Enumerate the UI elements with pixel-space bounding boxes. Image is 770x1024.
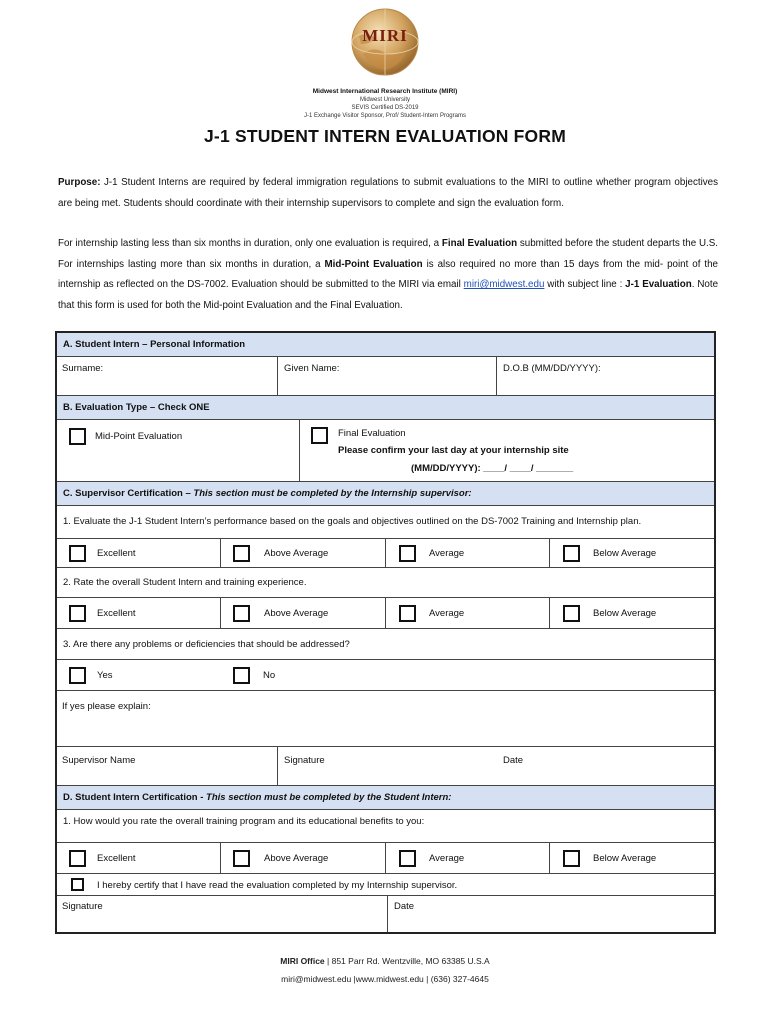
excellent-checkbox[interactable]	[69, 605, 86, 622]
purpose-paragraph	[58, 173, 718, 214]
student-signature-field[interactable]	[57, 896, 388, 932]
surname-label: Surname:	[62, 363, 104, 374]
above-average-label: Above Average	[264, 608, 329, 619]
student-question-1: 1. How would you rate the overall training program and its educational benefits to you:	[63, 816, 425, 827]
rating-below-average-option[interactable]	[550, 843, 714, 873]
subject-line-term: J-1 Evaluation	[625, 279, 692, 290]
certify-statement: I hereby certify that I have read the evaluation completed by my Internship supervisor.	[97, 880, 458, 891]
instructions-text: with subject line :	[544, 279, 626, 290]
supervisor-question-3: 3. Are there any problems or deficiencies that should be addressed?	[63, 639, 350, 650]
instructions-paragraph	[58, 234, 718, 316]
section-a-title: A. Student Intern – Personal Information	[63, 339, 246, 350]
midpoint-option[interactable]	[57, 420, 300, 481]
above-average-label: Above Average	[264, 548, 329, 559]
yes-label: Yes	[97, 670, 113, 681]
section-c-header	[57, 482, 714, 506]
footer-address	[0, 956, 770, 966]
below-average-checkbox[interactable]	[563, 605, 580, 622]
final-checkbox[interactable]	[311, 427, 328, 444]
excellent-label: Excellent	[97, 608, 136, 619]
miri-logo	[349, 6, 421, 78]
average-label: Average	[429, 608, 465, 619]
rating-average-option[interactable]	[386, 598, 550, 628]
supervisor-name-label: Supervisor Name	[62, 755, 136, 766]
midpoint-checkbox[interactable]	[69, 428, 86, 445]
instructions-text: is also required no more than 15 days from the mid- point of the internship as reflected on the DS-7002. Evaluation should be submitted to the MIRI via email	[58, 258, 718, 290]
question-2-row	[57, 568, 714, 598]
yes-no-row	[57, 660, 714, 691]
org-name: Midwest International Research Institute (MIRI)	[312, 88, 458, 95]
student-rating-row	[57, 843, 714, 874]
student-question-row	[57, 810, 714, 843]
dob-field[interactable]	[497, 357, 714, 395]
rating-excellent-option[interactable]	[57, 843, 221, 873]
student-signature-row	[57, 896, 714, 932]
midpoint-label: Mid-Point Evaluation	[95, 431, 183, 442]
supervisor-question-1: 1. Evaluate the J-1 Student Intern’s performance based on the goals and objectives outlined on the DS-7002 Training and Internship plan.	[63, 516, 642, 527]
mid-point-evaluation-term: Mid-Point Evaluation	[324, 258, 423, 270]
student-signature-label: Signature	[62, 901, 103, 912]
section-b-title: B. Evaluation Type – Check ONE	[63, 402, 210, 413]
below-average-label: Below Average	[593, 548, 657, 559]
given-name-field[interactable]	[278, 357, 497, 395]
evaluation-type-row	[57, 420, 714, 482]
above-average-checkbox[interactable]	[233, 545, 250, 562]
supervisor-question-2: 2. Rate the overall Student Intern and training experience.	[63, 577, 307, 588]
surname-field[interactable]	[57, 357, 278, 395]
rating-above-average-option[interactable]	[221, 843, 386, 873]
letterhead	[0, 6, 770, 120]
rating-average-option[interactable]	[386, 539, 550, 567]
footer-address-text: | 851 Parr Rd. Wentzville, MO 63385 U.S.A	[324, 956, 490, 966]
section-d-title: D. Student Intern Certification -	[63, 792, 207, 803]
average-checkbox[interactable]	[399, 545, 416, 562]
average-label: Average	[429, 548, 465, 559]
rating-below-average-option[interactable]	[550, 539, 714, 567]
purpose-text: J-1 Student Interns are required by federal immigration regulations to submit evaluations to the MIRI to outline whether program objectives are being met. Students should coordinate with their internship supervisors to complete and sign the evaluation form.	[58, 177, 718, 209]
dob-label: D.O.B (MM/DD/YYYY):	[503, 363, 601, 374]
footer-office: MIRI Office	[280, 956, 325, 966]
org-line-4: J-1 Exchange Visitor Sponsor, Prof/ Student-Intern Programs	[304, 113, 466, 119]
supervisor-signature-field[interactable]	[278, 747, 714, 785]
purpose-label: Purpose:	[58, 177, 101, 188]
below-average-label: Below Average	[593, 608, 657, 619]
supervisor-date-label: Date	[503, 755, 524, 766]
instructions-text: For internship lasting less than six months in duration, only one evaluation is required, a	[58, 238, 442, 249]
question-1-row	[57, 506, 714, 539]
question-3-row	[57, 629, 714, 660]
excellent-checkbox[interactable]	[69, 545, 86, 562]
student-date-label: Date	[394, 901, 415, 912]
excellent-checkbox[interactable]	[69, 850, 86, 867]
personal-info-row	[57, 357, 714, 396]
rating-below-average-option[interactable]	[550, 598, 714, 628]
no-checkbox[interactable]	[233, 667, 250, 684]
final-label: Final Evaluation	[338, 428, 406, 439]
instructions-text: . Note that this form is used for both the Mid-point Evaluation and the Final Evaluation.	[58, 279, 719, 311]
rating-row-1	[57, 539, 714, 568]
org-line-3: SEVIS Certified DS-2019	[351, 105, 419, 111]
above-average-checkbox[interactable]	[233, 605, 250, 622]
section-d-header	[57, 786, 714, 810]
final-evaluation-term: Final Evaluation	[441, 238, 518, 249]
supervisor-signature-row	[57, 747, 714, 786]
rating-average-option[interactable]	[386, 843, 550, 873]
logo-wordmark: MIRI	[362, 26, 408, 45]
no-label: No	[263, 670, 276, 681]
supervisor-signature-label: Signature	[284, 755, 325, 766]
explanation-field[interactable]	[57, 691, 714, 747]
form-title: J-1 STUDENT INTERN EVALUATION FORM	[204, 126, 566, 146]
above-average-label: Above Average	[264, 853, 329, 864]
rating-row-2	[57, 598, 714, 629]
below-average-label: Below Average	[593, 853, 657, 864]
above-average-checkbox[interactable]	[233, 850, 250, 867]
student-date-field[interactable]	[388, 896, 714, 932]
below-average-checkbox[interactable]	[563, 545, 580, 562]
average-label: Average	[429, 853, 465, 864]
email-link[interactable]: miri@midwest.edu	[463, 279, 545, 290]
average-checkbox[interactable]	[399, 850, 416, 867]
footer-contact: miri@midwest.edu |www.midwest.edu | (636) 327-4645	[281, 974, 489, 984]
final-option[interactable]	[300, 420, 714, 481]
yes-checkbox[interactable]	[69, 667, 86, 684]
supervisor-name-field[interactable]	[57, 747, 278, 785]
last-day-date-field[interactable]: (MM/DD/YYYY): ____/ ____/ _______	[411, 463, 574, 474]
rating-excellent-option[interactable]	[57, 598, 221, 628]
section-d-instruction: This section must be completed by the Student Intern:	[206, 792, 452, 803]
instructions-text: submitted before the student departs the U.S. For internships lasting more than six months in duration, a	[58, 238, 718, 270]
rating-above-average-option[interactable]	[221, 598, 386, 628]
rating-above-average-option[interactable]	[221, 539, 386, 567]
rating-excellent-option[interactable]	[57, 539, 221, 567]
section-c-title: C. Supervisor Certification –	[63, 488, 194, 499]
section-c-instruction: This section must be completed by the Internship supervisor:	[193, 488, 472, 499]
explanation-label: If yes please explain:	[62, 701, 151, 712]
section-a-header	[57, 333, 714, 357]
certify-checkbox[interactable]	[71, 878, 84, 891]
evaluation-form	[55, 331, 716, 934]
excellent-label: Excellent	[97, 548, 136, 559]
section-b-header	[57, 396, 714, 420]
average-checkbox[interactable]	[399, 605, 416, 622]
given-name-label: Given Name:	[284, 363, 340, 374]
below-average-checkbox[interactable]	[563, 850, 580, 867]
org-line-2: Midwest University	[359, 97, 410, 103]
certification-row	[57, 874, 714, 896]
last-day-prompt: Please confirm your last day at your internship site	[338, 445, 569, 456]
excellent-label: Excellent	[97, 853, 136, 864]
